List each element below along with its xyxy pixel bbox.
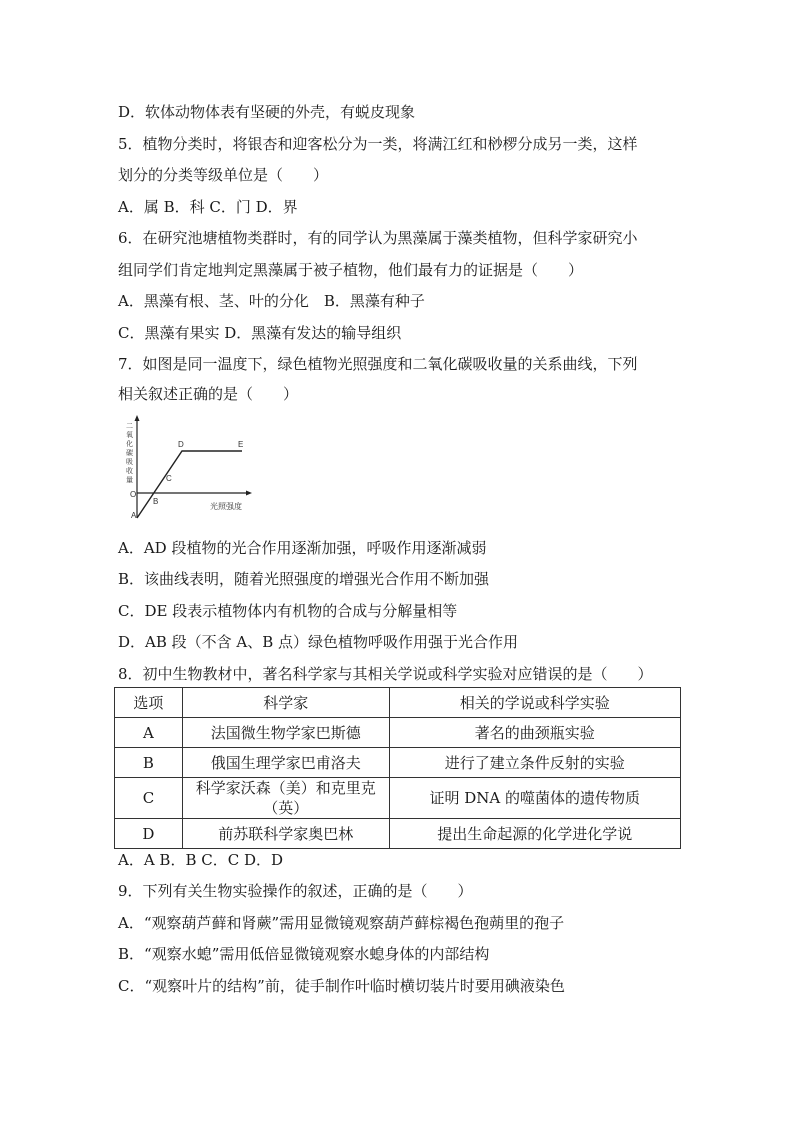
q7-option-d: D．AB 段（不含 A、B 点）绿色植物呼吸作用强于光合作用	[118, 633, 519, 651]
q6-options-cd: C．黑藻有果实 D．黑藻有发达的输导组织	[118, 324, 402, 342]
table-row	[115, 778, 681, 819]
table-cell: 俄国生理学家巴甫洛夫	[182, 748, 389, 778]
q8-stem: 8．初中生物教材中，著名科学家与其相关学说或科学实验对应错误的是（ ）	[118, 665, 653, 683]
table-header-row	[115, 688, 681, 718]
table-cell: 证明 DNA 的噬菌体的遗传物质	[389, 778, 680, 819]
q7-stem-line1: 7．如图是同一温度下，绿色植物光照强度和二氧化碳吸收量的关系曲线，下列	[118, 355, 638, 373]
table-cell: 进行了建立条件反射的实验	[389, 748, 680, 778]
table-cell: 提出生命起源的化学进化学说	[389, 819, 680, 849]
table-header-cell: 科学家	[182, 688, 389, 718]
table-cell: C	[115, 778, 183, 819]
table-cell: 法国微生物学家巴斯德	[182, 718, 389, 748]
q6-stem-line1: 6．在研究池塘植物类群时，有的同学认为黑藻属于藻类植物，但科学家研究小	[118, 229, 638, 247]
point-e-label: E	[238, 440, 244, 449]
table-cell: 前苏联科学家奥巴林	[182, 819, 389, 849]
q7-option-b: B．该曲线表明，随着光照强度的增强光合作用不断加强	[118, 570, 490, 588]
q9-option-c: C．“观察叶片的结构”前，徒手制作叶临时横切装片时要用碘液染色	[118, 977, 565, 995]
table-cell: 著名的曲颈瓶实验	[389, 718, 680, 748]
q4-option-d: D．软体动物体表有坚硬的外壳，有蜕皮现象	[118, 103, 416, 121]
graph-ylabel-7: 量	[126, 476, 133, 484]
table-row	[115, 748, 681, 778]
graph-ylabel-6: 收	[126, 467, 133, 475]
graph-ylabel-1: 二	[126, 422, 133, 430]
graph-xlabel: 光照强度	[210, 502, 242, 511]
table-header-cell: 相关的学说或科学实验	[389, 688, 680, 718]
y-axis-arrow	[135, 415, 140, 421]
table-row	[115, 819, 681, 849]
point-d-label: D	[178, 440, 184, 449]
table-header-cell: 选项	[115, 688, 183, 718]
point-b-label: B	[153, 497, 159, 506]
graph-ylabel-4: 碳	[126, 449, 133, 457]
q7-option-c: C．DE 段表示植物体内有机物的合成与分解量相等	[118, 602, 458, 620]
point-c-label: C	[166, 474, 172, 483]
point-a-label: A	[131, 511, 137, 520]
q7-option-a: A．AD 段植物的光合作用逐渐加强，呼吸作用逐渐减弱	[118, 539, 487, 557]
graph-origin-label: O	[130, 490, 137, 499]
q5-stem-line2: 划分的分类等级单位是（ ）	[118, 166, 329, 184]
graph-ylabel-5: 吸	[126, 458, 133, 466]
graph-ylabel-2: 氧	[126, 431, 133, 439]
scientist-table	[114, 687, 681, 849]
x-axis-arrow	[246, 491, 252, 496]
q5-stem-line1: 5．植物分类时，将银杏和迎客松分为一类，将满江红和桫椤分成另一类，这样	[118, 135, 638, 153]
table-cell: 科学家沃森（美）和克里克（英）	[182, 778, 389, 819]
graph-ylabel-3: 化	[126, 440, 133, 448]
q5-options: A．属 B．科 C．门 D．界	[118, 198, 298, 216]
table-cell: B	[115, 748, 183, 778]
q6-options-ab: A．黑藻有根、茎、叶的分化 B．黑藻有种子	[118, 292, 425, 310]
q7-stem-line2: 相关叙述正确的是（ ）	[118, 385, 299, 403]
table-cell: A	[115, 718, 183, 748]
q9-stem: 9．下列有关生物实验操作的叙述，正确的是（ ）	[118, 882, 473, 900]
q9-option-a: A．“观察葫芦藓和肾蕨”需用显微镜观察葫芦藓棕褐色孢蒴里的孢子	[118, 914, 565, 932]
q8-options: A．A B．B C．C D．D	[118, 851, 284, 869]
table-cell: D	[115, 819, 183, 849]
q6-stem-line2: 组同学们肯定地判定黑藻属于被子植物，他们最有力的证据是（ ）	[118, 261, 584, 279]
q9-option-b: B．“观察水螅”需用低倍显微镜观察水螅身体的内部结构	[118, 945, 490, 963]
table-row	[115, 718, 681, 748]
co2-light-graph	[124, 414, 256, 522]
